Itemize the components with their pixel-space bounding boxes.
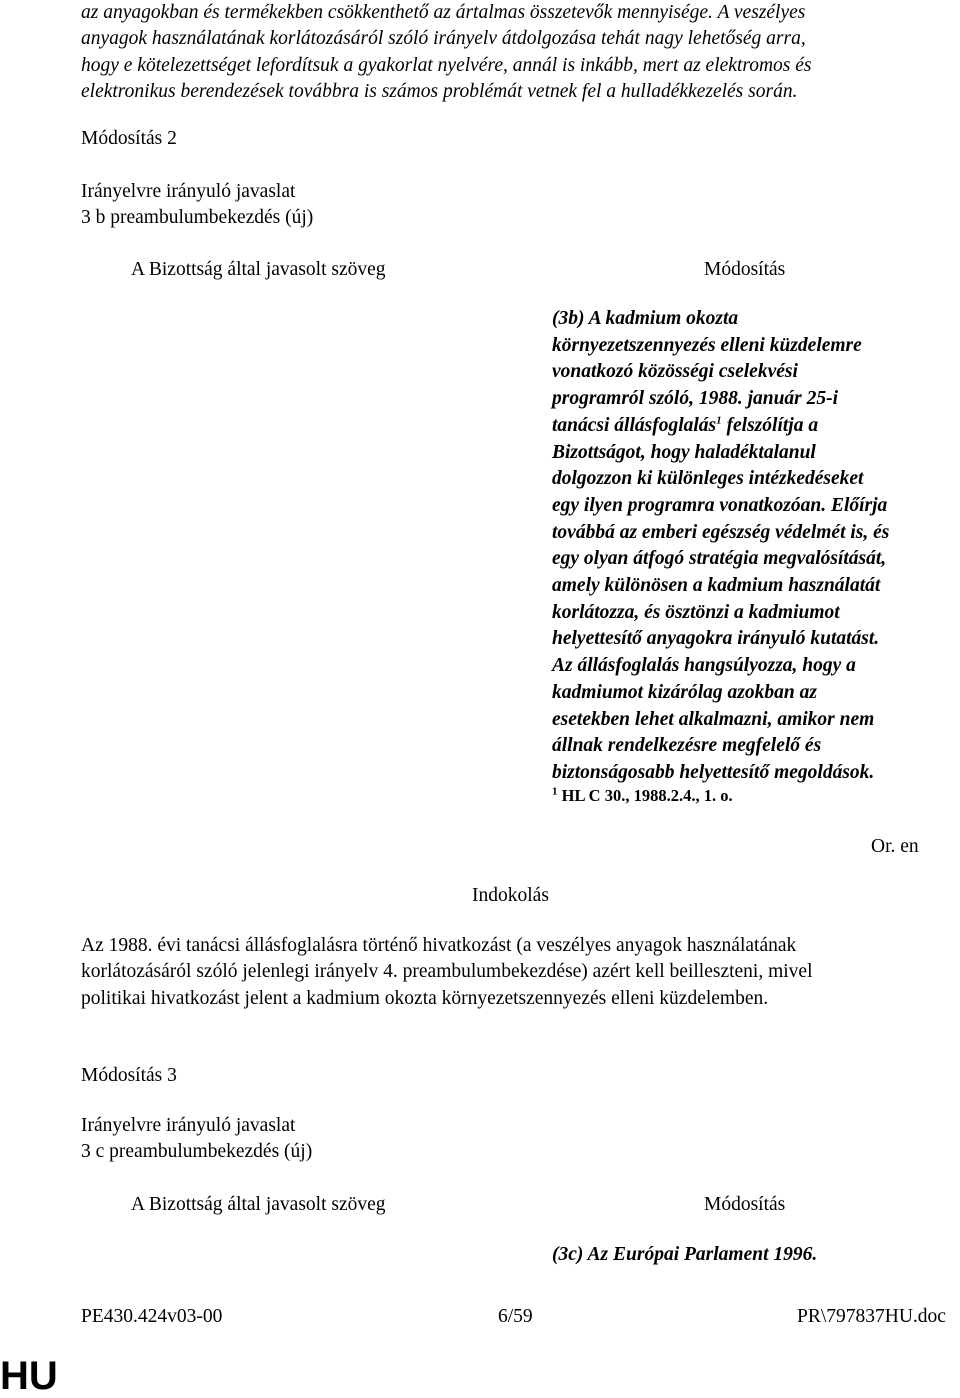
amendment-3-title: Módosítás 3 xyxy=(81,1065,177,1086)
justification-line: korlátozásáról szóló jelenlegi irányelv 4. preambulumbekezdése) azért kell beilleszteni, mivel xyxy=(81,961,813,983)
amendment-2-reference: 3 b preambulumbekezdés (új) xyxy=(81,207,314,228)
intro-line: elektronikus berendezések továbbra is számos problémát vetnek fel a hulladékkezelés során. xyxy=(81,81,798,103)
footer-page-number: 6/59 xyxy=(498,1306,533,1327)
amendment-2-title: Módosítás 2 xyxy=(81,128,177,149)
footer-file-name: PR\797837HU.doc xyxy=(797,1306,946,1327)
amendment-text-line: programról szóló, 1988. január 25-i xyxy=(552,388,839,410)
amendment-2-col-commission: A Bizottság által javasolt szöveg xyxy=(131,259,386,280)
footnote-mark: 1 xyxy=(552,785,558,798)
amendment-text-line: továbbá az emberi egészség védelmét is, és xyxy=(552,521,890,543)
justification-line: politikai hivatkozást jelent a kadmium okozta környezetszennyezés elleni küzdelemben. xyxy=(81,987,769,1009)
intro-line: hogy e kötelezettséget lefordítsuk a gyakorlat nyelvére, annál is inkább, mert az elektromos és xyxy=(81,54,812,76)
amendment-3-reference: 3 c preambulumbekezdés (új) xyxy=(81,1141,313,1162)
original-language: Or. en xyxy=(871,836,919,857)
amendment-3-proposal: Irányelvre irányuló javaslat xyxy=(81,1115,296,1136)
amendment-text-segment: felszólítja a xyxy=(721,414,819,436)
intro-paragraph xyxy=(81,0,957,106)
intro-line: az anyagokban és termékekben csökkenthető az ártalmas összetevők mennyisége. A veszélyes xyxy=(81,2,806,23)
amendment-2-proposal: Irányelvre irányuló javaslat xyxy=(81,181,296,202)
amendment-text-line-with-footnote xyxy=(552,413,952,440)
amendment-2-col-amendment: Módosítás xyxy=(704,259,786,280)
footnote-text: HL C 30., 1988.2.4., 1. o. xyxy=(557,786,733,805)
amendment-text-line: dolgozzon ki különleges intézkedéseket xyxy=(552,468,864,490)
amendment-text-line: Az állásfoglalás hangsúlyozza, hogy a xyxy=(552,655,856,677)
amendment-2-text xyxy=(552,306,952,787)
amendment-text-line: biztonságosabb helyettesítő megoldások. xyxy=(552,761,875,783)
footnote xyxy=(552,786,733,806)
justification-line: Az 1988. évi tanácsi állásfoglalásra történő hivatkozást (a veszélyes anyagok használatának xyxy=(81,935,797,956)
amendment-text-line: helyettesítő anyagokra irányuló kutatást. xyxy=(552,628,880,650)
intro-line: anyagok használatának korlátozásáról szóló irányelv átdolgozása tehát nagy lehetőség arra, xyxy=(81,28,806,50)
amendment-text-line: esetekben lehet alkalmazni, amikor nem xyxy=(552,708,875,730)
justification-text xyxy=(81,933,957,1012)
amendment-text-line: korlátozza, és ösztönzi a kadmiumot xyxy=(552,601,840,623)
amendment-text-line: állnak rendelkezésre megfelelő és xyxy=(552,735,822,757)
amendment-text-line: (3b) A kadmium okozta xyxy=(552,308,739,329)
amendment-3-col-amendment: Módosítás xyxy=(704,1194,786,1215)
amendment-text-line: környezetszennyezés elleni küzdelemre xyxy=(552,334,862,356)
amendment-text-line: egy ilyen programra vonatkozóan. Előírja xyxy=(552,494,888,516)
amendment-3-text: (3c) Az Európai Parlament 1996. xyxy=(552,1244,818,1265)
amendment-3-col-commission: A Bizottság által javasolt szöveg xyxy=(131,1194,386,1215)
footer-doc-ref: PE430.424v03-00 xyxy=(81,1306,223,1327)
justification-title: Indokolás xyxy=(472,885,549,906)
footnote-reference: 1 xyxy=(716,414,722,427)
amendment-text-line: egy olyan átfogó stratégia megvalósítását, xyxy=(552,548,887,570)
amendment-text-line: amely különösen a kadmium használatát xyxy=(552,575,881,597)
amendment-text-segment: tanácsi állásfoglalás xyxy=(552,414,717,436)
amendment-text-line: Bizottságot, hogy haladéktalanul xyxy=(552,441,816,463)
amendment-text-line: kadmiumot kizárólag azokban az xyxy=(552,681,817,703)
language-code: HU xyxy=(0,1354,58,1398)
amendment-text-line: vonatkozó közösségi cselekvési xyxy=(552,361,798,383)
